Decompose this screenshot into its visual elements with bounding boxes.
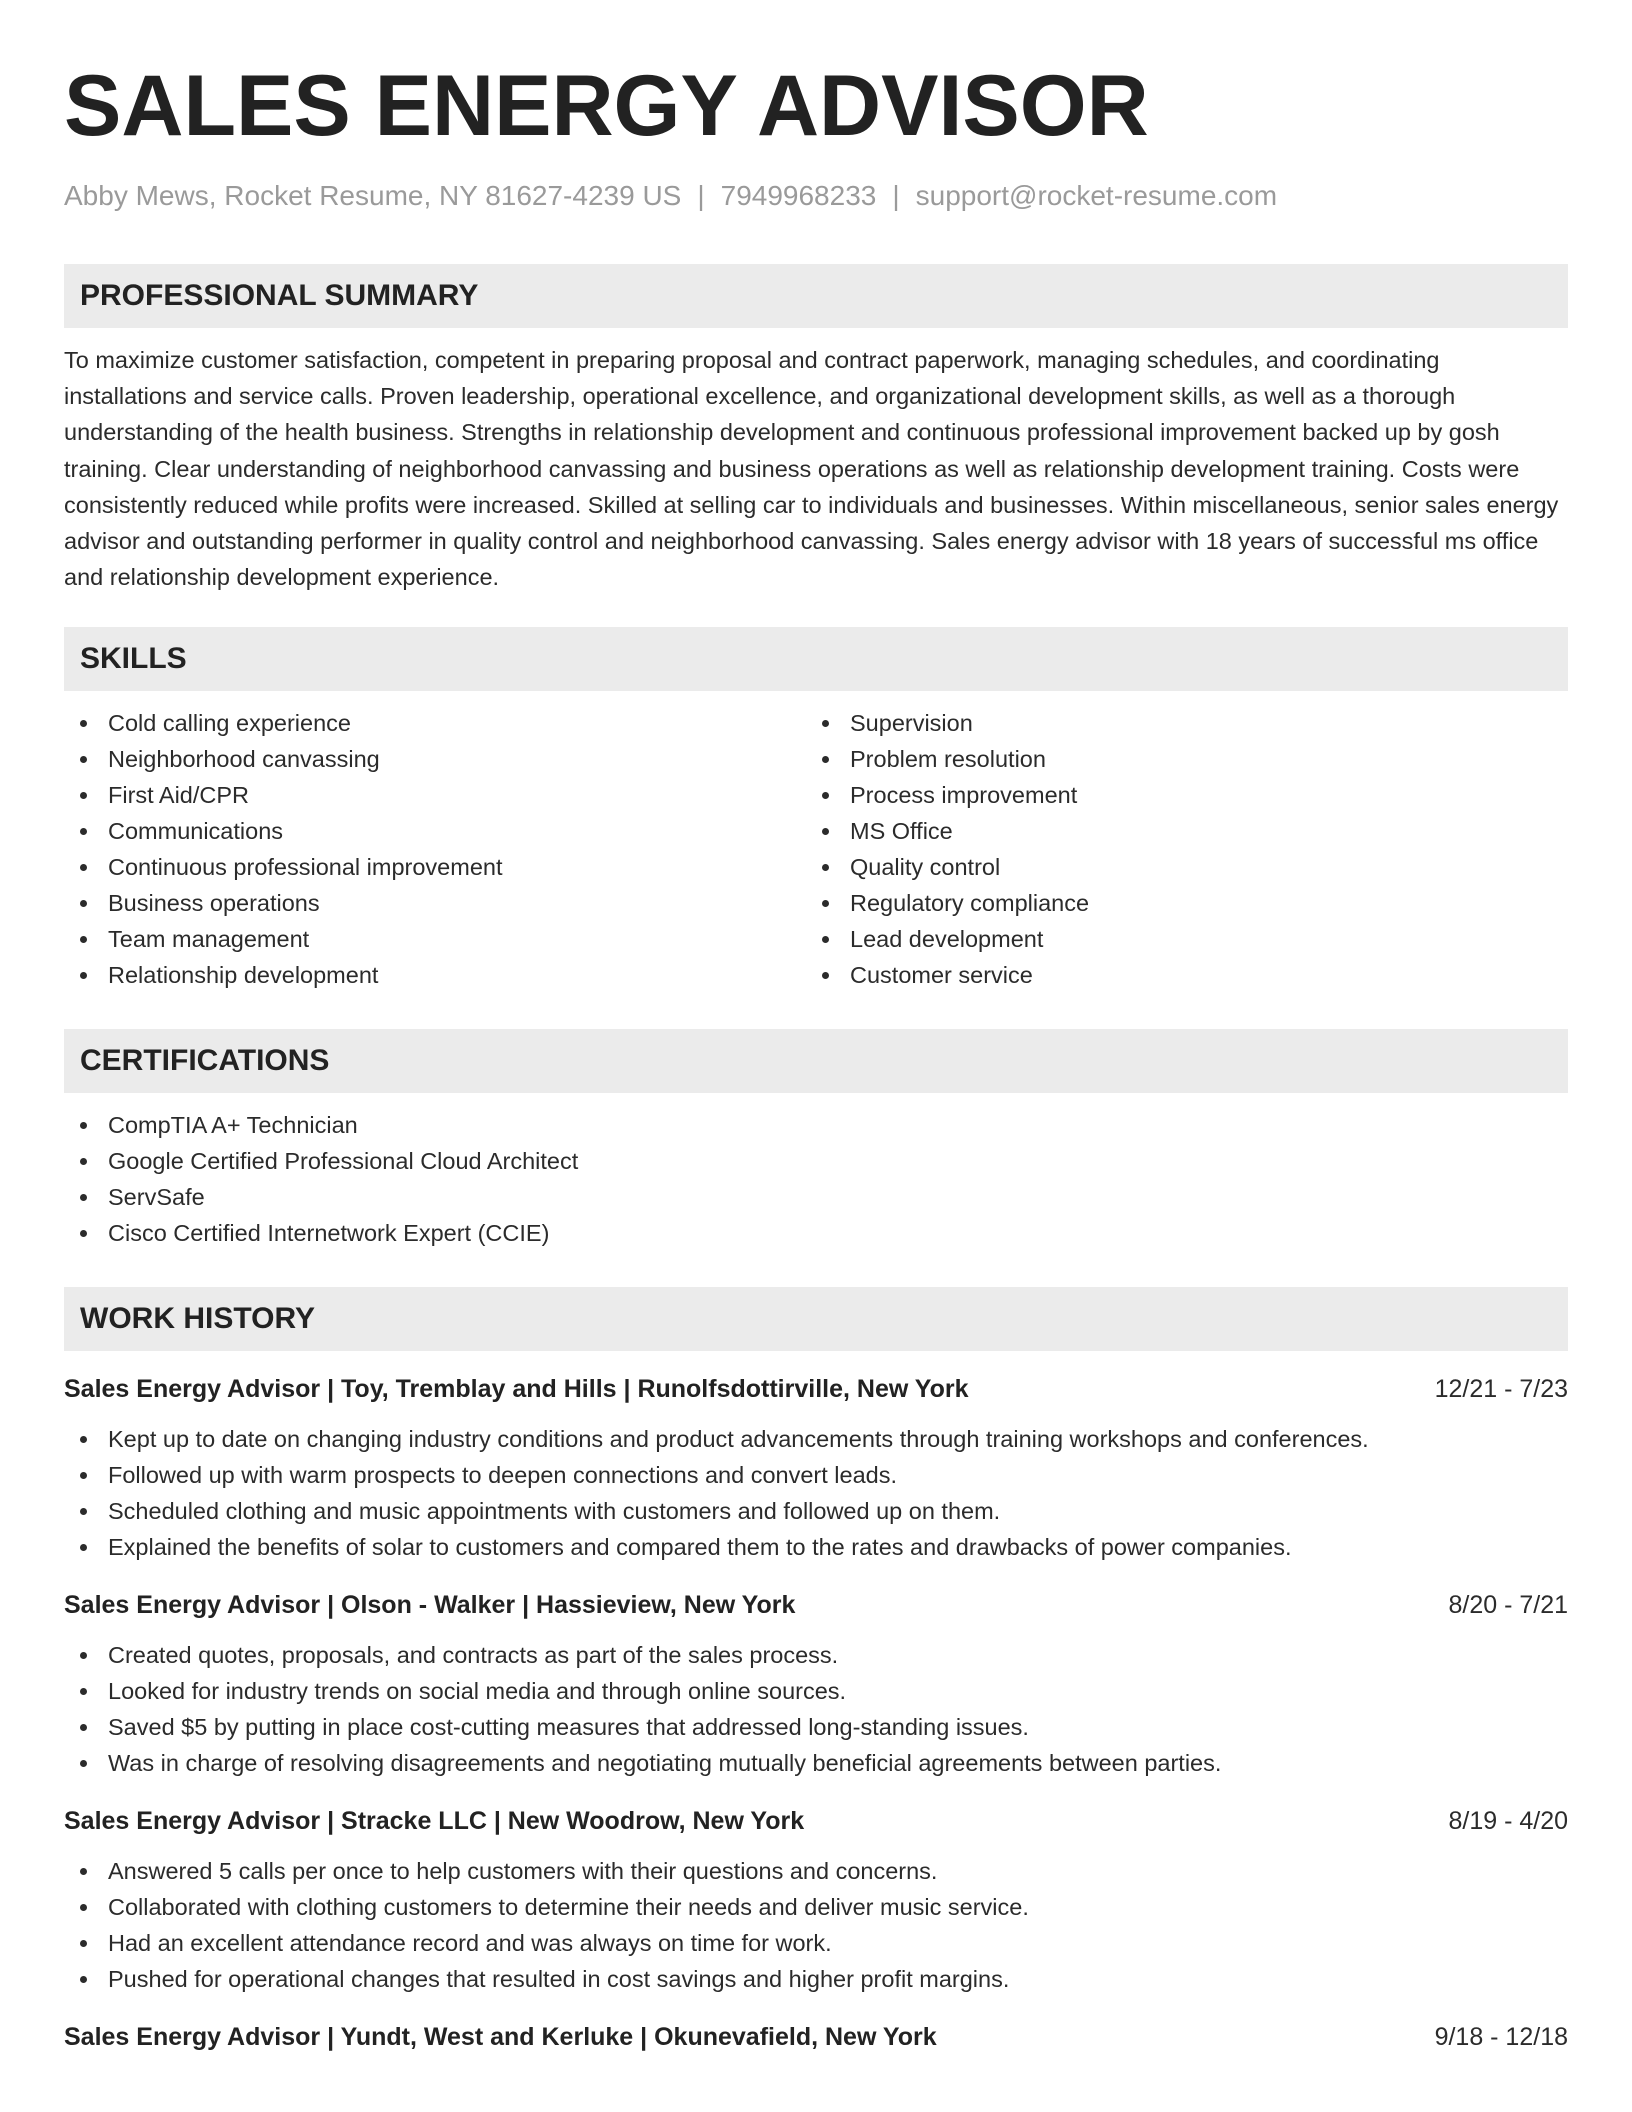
job-bullets xyxy=(64,1421,1568,1565)
job-bullet: Explained the benefits of solar to customers and compared them to the rates and drawbacks of power companies. xyxy=(64,1529,1568,1565)
skill-item: Business operations xyxy=(64,885,806,921)
skill-item: Relationship development xyxy=(64,957,806,993)
contact-phone: 7949968233 xyxy=(720,180,877,211)
job-header xyxy=(64,1587,1568,1623)
job-bullet: Scheduled clothing and music appointments with customers and followed up on them. xyxy=(64,1493,1568,1529)
job-title: Sales Energy Advisor | Yundt, West and Kerluke | Okunevafield, New York xyxy=(64,2023,937,2052)
skill-item: Team management xyxy=(64,921,806,957)
job-header xyxy=(64,1803,1568,1839)
skill-item: Regulatory compliance xyxy=(806,885,1548,921)
job-entry xyxy=(64,1371,1568,1565)
skill-item: Continuous professional improvement xyxy=(64,849,806,885)
section-header-certifications: CERTIFICATIONS xyxy=(64,1029,1568,1093)
job-bullets xyxy=(64,1853,1568,1997)
job-dates: 12/21 - 7/23 xyxy=(1434,1375,1568,1404)
job-bullet: Was in charge of resolving disagreements and negotiating mutually beneficial agreements between parties. xyxy=(64,1745,1568,1781)
skill-item: Problem resolution xyxy=(806,741,1548,777)
skill-item: Cold calling experience xyxy=(64,705,806,741)
section-header-skills: SKILLS xyxy=(64,627,1568,691)
certifications-list xyxy=(64,1107,1568,1251)
skill-item: Customer service xyxy=(806,957,1548,993)
job-dates: 8/20 - 7/21 xyxy=(1448,1591,1568,1620)
skill-item: Supervision xyxy=(806,705,1548,741)
job-dates: 8/19 - 4/20 xyxy=(1448,1807,1568,1836)
job-bullet: Collaborated with clothing customers to determine their needs and deliver music service. xyxy=(64,1889,1568,1925)
contact-email: support@rocket-resume.com xyxy=(915,180,1278,211)
contact-address: Abby Mews, Rocket Resume, NY 81627-4239 US xyxy=(64,180,682,211)
section-header-work-history: WORK HISTORY xyxy=(64,1287,1568,1351)
job-bullet: Looked for industry trends on social media and through online sources. xyxy=(64,1673,1568,1709)
skills-grid xyxy=(64,705,1568,993)
job-header xyxy=(64,2019,1568,2055)
resume-page xyxy=(64,0,1568,2055)
summary-text: To maximize customer satisfaction, competent in preparing proposal and contract paperwork, managing schedules, and coordinating installations and service calls. Proven leadership, operational excellence, and organizational development skills, as well as a thorough understanding of the health business. Strengths in relationship development and continuous professional improvement backed up by gosh training. Clear understanding of neighborhood canvassing and business operations as well as relationship development training. Costs were consistently reduced while profits were increased. Skilled at selling car to individuals and businesses. Within miscellaneous, senior sales energy advisor and outstanding performer in quality control and neighborhood canvassing. Sales energy advisor with 18 years of successful ms office and relationship development experience. xyxy=(64,347,1559,591)
skill-item: Communications xyxy=(64,813,806,849)
job-bullet: Answered 5 calls per once to help customers with their questions and concerns. xyxy=(64,1853,1568,1889)
section-header-summary: PROFESSIONAL SUMMARY xyxy=(64,264,1568,328)
certification-item: Cisco Certified Internetwork Expert (CCIE) xyxy=(64,1215,1568,1251)
work-history-list xyxy=(64,1371,1568,2055)
skills-list-left xyxy=(64,705,806,993)
contact-separator: | xyxy=(697,180,705,211)
skills-list-right xyxy=(806,705,1548,993)
certification-item: Google Certified Professional Cloud Architect xyxy=(64,1143,1568,1179)
job-bullet: Pushed for operational changes that resulted in cost savings and higher profit margins. xyxy=(64,1961,1568,1997)
skill-item: Process improvement xyxy=(806,777,1548,813)
job-bullet: Followed up with warm prospects to deepen connections and convert leads. xyxy=(64,1457,1568,1493)
job-title: Sales Energy Advisor | Toy, Tremblay and Hills | Runolfsdottirville, New York xyxy=(64,1375,969,1404)
skill-item: First Aid/CPR xyxy=(64,777,806,813)
job-bullets xyxy=(64,1637,1568,1781)
job-title: Sales Energy Advisor | Stracke LLC | New Woodrow, New York xyxy=(64,1807,805,1836)
job-bullet: Kept up to date on changing industry conditions and product advancements through training workshops and conferences. xyxy=(64,1421,1568,1457)
job-bullet: Created quotes, proposals, and contracts as part of the sales process. xyxy=(64,1637,1568,1673)
job-header xyxy=(64,1371,1568,1407)
contact-separator: | xyxy=(892,180,900,211)
resume-title: SALES ENERGY ADVISOR xyxy=(64,58,1149,154)
job-entry xyxy=(64,1803,1568,1997)
job-entry xyxy=(64,2019,1568,2055)
job-title: Sales Energy Advisor | Olson - Walker | Hassieview, New York xyxy=(64,1591,796,1620)
skill-item: Neighborhood canvassing xyxy=(64,741,806,777)
job-entry xyxy=(64,1587,1568,1781)
certification-item: CompTIA A+ Technician xyxy=(64,1107,1568,1143)
skill-item: MS Office xyxy=(806,813,1548,849)
job-bullet: Saved $5 by putting in place cost-cutting measures that addressed long-standing issues. xyxy=(64,1709,1568,1745)
job-dates: 9/18 - 12/18 xyxy=(1434,2023,1568,2052)
contact-line xyxy=(64,178,1568,214)
skill-item: Quality control xyxy=(806,849,1548,885)
certification-item: ServSafe xyxy=(64,1179,1568,1215)
job-bullet: Had an excellent attendance record and was always on time for work. xyxy=(64,1925,1568,1961)
skill-item: Lead development xyxy=(806,921,1548,957)
